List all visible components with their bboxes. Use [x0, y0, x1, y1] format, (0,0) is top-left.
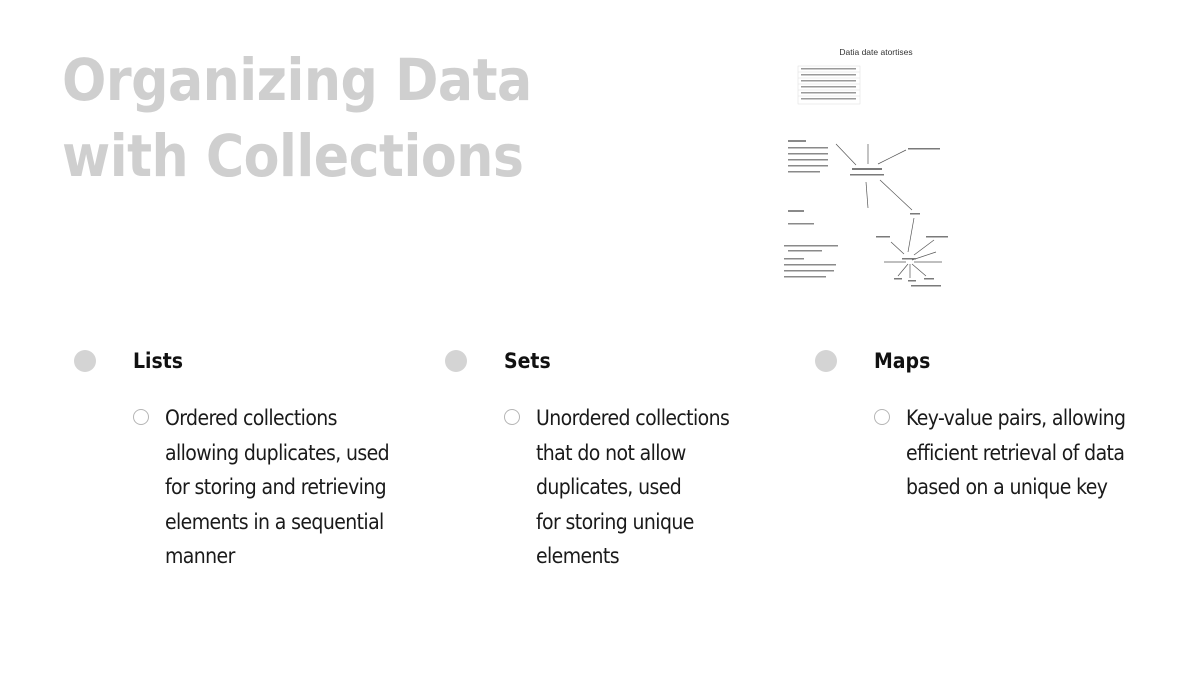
diagram-arrows	[836, 144, 942, 278]
lists-heading: Lists	[133, 349, 184, 373]
list-item	[74, 401, 390, 574]
circle-bullet-icon	[504, 409, 520, 425]
list-item	[445, 401, 745, 574]
collections-diagram-image	[776, 40, 966, 300]
diagram-nodes	[850, 148, 948, 287]
diagram-list-block	[784, 140, 838, 278]
bullet-dot-icon	[815, 350, 837, 372]
diagram-caption: Datia date atortises	[839, 47, 913, 57]
maps-description: Key-value pairs, allowing efficient retrieval of data based on a unique key	[906, 406, 1126, 499]
sets-column	[445, 345, 745, 574]
lists-description: Ordered collections allowing duplicates, used for storing and retrieving elements in a sequential manner	[165, 406, 390, 568]
bullet-dot-icon	[445, 350, 467, 372]
circle-bullet-icon	[874, 409, 890, 425]
slide-title-line-1: Organizing Data	[62, 46, 532, 114]
maps-heading: Maps	[874, 349, 931, 373]
lists-column	[74, 345, 390, 574]
list-item	[815, 401, 1126, 505]
slide-title-line-2: with Collections	[62, 122, 524, 190]
sets-description: Unordered collections that do not allow duplicates, used for storing unique elements	[536, 406, 730, 568]
diagram-illustration	[776, 40, 966, 300]
slide-title	[62, 42, 532, 194]
bullet-dot-icon	[74, 350, 96, 372]
circle-bullet-icon	[133, 409, 149, 425]
sets-heading: Sets	[504, 349, 551, 373]
maps-column	[815, 345, 1126, 505]
